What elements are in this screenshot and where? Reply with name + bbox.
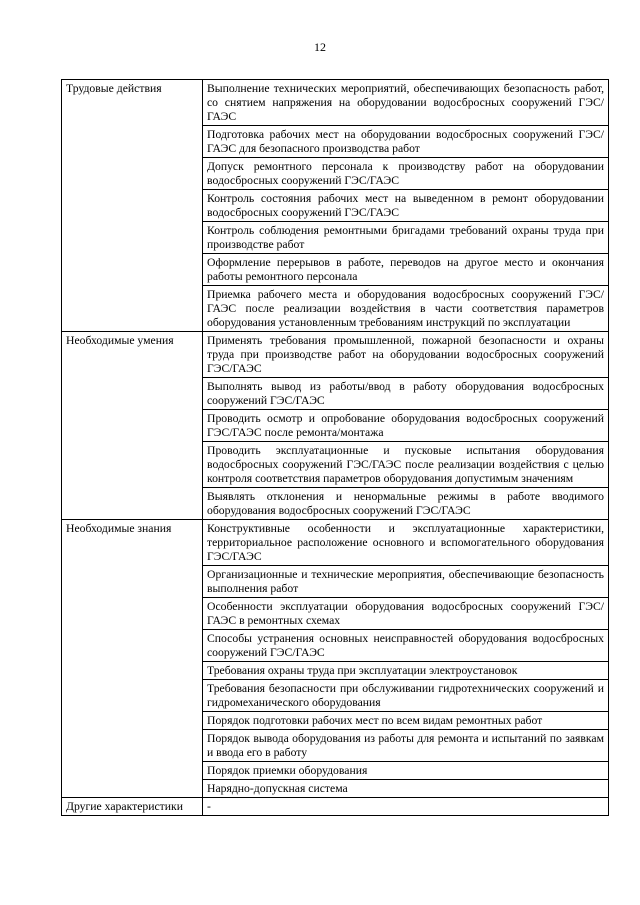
table-row (62, 80, 609, 126)
section-item: Проводить осмотр и опробование оборудования водосбросных сооружений ГЭС/ГАЭС после ремонта/монтажа (203, 410, 609, 442)
section-item: Проводить эксплуатационные и пусковые испытания оборудования водосбросных сооружений ГЭС/ГАЭС после реализации воздействия с целью контроля соответствия параметров оборудования допустимым значениям (203, 442, 609, 488)
section-item: Приемка рабочего места и оборудования водосбросных сооружений ГЭС/ГАЭС после реализации воздействия в части соответствия параметров оборудования установленным требованиям инструкций по эксплуатации (203, 286, 609, 332)
section-item: Допуск ремонтного персонала к производству работ на оборудовании водосбросных сооружений ГЭС/ГАЭС (203, 158, 609, 190)
section-item: Порядок приемки оборудования (203, 762, 609, 780)
section-item: Контроль состояния рабочих мест на выведенном в ремонт оборудовании водосбросных сооружений ГЭС/ГАЭС (203, 190, 609, 222)
section-item: Оформление перерывов в работе, переводов на другое место и окончания работы ремонтного персонала (203, 254, 609, 286)
section-item: Конструктивные особенности и эксплуатационные характеристики, территориальное расположение основного и вспомогательного оборудования ГЭС/ГАЭС (203, 520, 609, 566)
section-label: Трудовые действия (62, 80, 203, 332)
section-item: Подготовка рабочих мест на оборудовании водосбросных сооружений ГЭС/ГАЭС для безопасного производства работ (203, 126, 609, 158)
section-item: Нарядно-допускная система (203, 780, 609, 798)
section-label: Необходимые знания (62, 520, 203, 798)
section-label: Необходимые умения (62, 332, 203, 520)
section-item: Контроль соблюдения ремонтными бригадами требований охраны труда при производстве работ (203, 222, 609, 254)
section-item: Способы устранения основных неисправностей оборудования водосбросных сооружений ГЭС/ГАЭС (203, 630, 609, 662)
section-item: Выполнение технических мероприятий, обеспечивающих безопасность работ, со снятием напряжения на оборудовании водосбросных сооружений ГЭС/ГАЭС (203, 80, 609, 126)
professional-standard-table (61, 79, 609, 816)
section-item: - (203, 798, 609, 816)
section-item: Порядок подготовки рабочих мест по всем видам ремонтных работ (203, 712, 609, 730)
section-item: Применять требования промышленной, пожарной безопасности и охраны труда при производстве работ на оборудовании водосбросных сооружений ГЭС/ГАЭС (203, 332, 609, 378)
section-item: Требования охраны труда при эксплуатации электроустановок (203, 662, 609, 680)
section-label: Другие характеристики (62, 798, 203, 816)
page-number: 12 (314, 40, 326, 54)
table-row (62, 520, 609, 566)
table-row (62, 798, 609, 816)
section-item: Выполнять вывод из работы/ввод в работу оборудования водосбросных сооружений ГЭС/ГАЭС (203, 378, 609, 410)
section-item: Выявлять отклонения и ненормальные режимы в работе вводимого оборудования водосбросных сооружений ГЭС/ГАЭС (203, 488, 609, 520)
section-item: Требования безопасности при обслуживании гидротехнических сооружений и гидромеханического оборудования (203, 680, 609, 712)
table-body (62, 80, 609, 816)
section-item: Организационные и технические мероприятия, обеспечивающие безопасность выполнения работ (203, 566, 609, 598)
table-row (62, 332, 609, 378)
section-item: Особенности эксплуатации оборудования водосбросных сооружений ГЭС/ГАЭС в ремонтных схемах (203, 598, 609, 630)
section-item: Порядок вывода оборудования из работы для ремонта и испытаний по заявкам и ввода его в работу (203, 730, 609, 762)
